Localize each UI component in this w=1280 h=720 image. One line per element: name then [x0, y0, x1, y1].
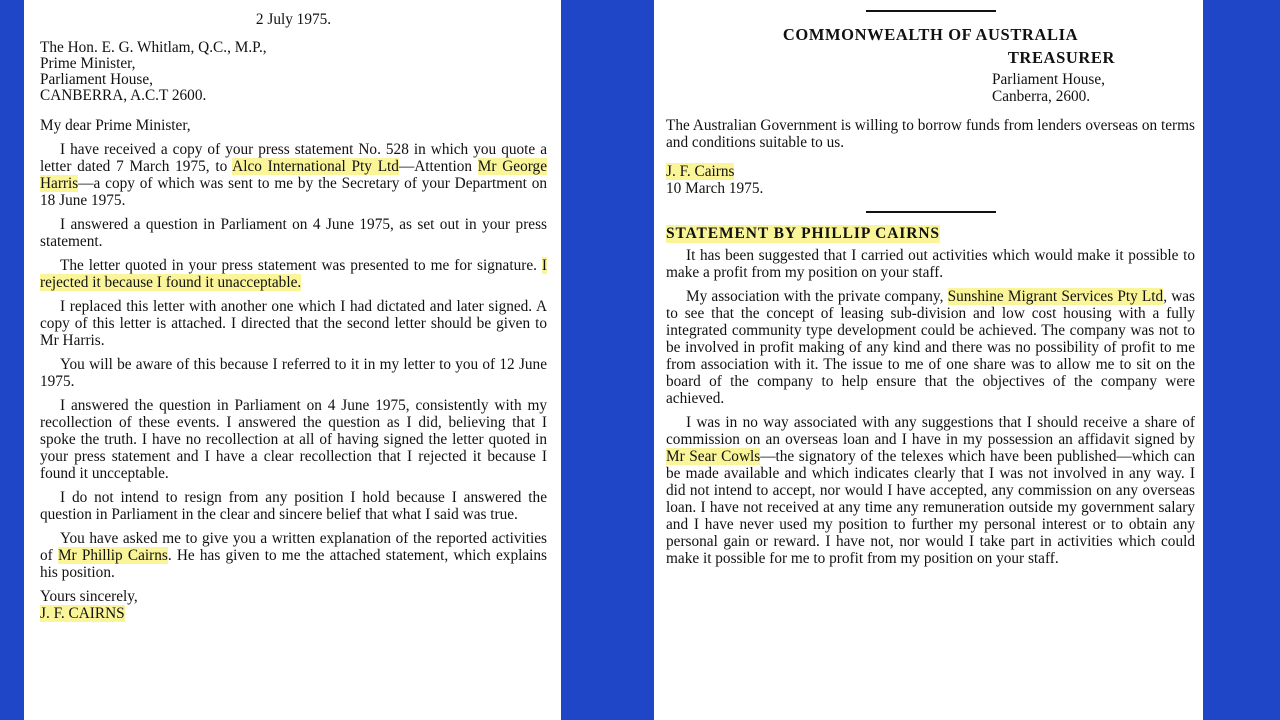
paragraph-7: I do not intend to resign from any position I hold because I answered the question in Parliament in the clear and sincere belief that what I said was true.	[40, 489, 547, 523]
document-date: 10 March 1975.	[666, 180, 764, 197]
highlight-sear-cowls: Mr Sear Cowls	[666, 448, 761, 465]
statement-paragraph-3	[666, 414, 1195, 567]
highlight-sunshine: Sunshine Migrant Services Pty Ltd	[947, 288, 1164, 305]
paragraph-4: I replaced this letter with another one which I had dictated and later signed. A copy of this letter is attached. I directed that the second letter should be given to Mr Harris.	[40, 298, 547, 349]
text-run: —the signatory of the telexes which have been published—which can be made available and which indicates clearly that I was not involved in any way. I did not intend to accept, nor would I have accepted, any commission on any overseas loan. I have not received at any time any remuneration outside my government salary and I have never used my position to further my personal interest or to obtain any personal gain or reward. I have not, nor would I take part in activities which could make it possible for me to profit from my position on your staff.	[666, 448, 1195, 567]
salutation: My dear Prime Minister,	[40, 117, 191, 134]
paragraph-5: You will be aware of this because I referred to it in my letter to you of 12 June 1975.	[40, 356, 547, 390]
letter-date: 2 July 1975.	[255, 11, 332, 28]
recipient-line: Parliament House,	[40, 71, 154, 88]
recipient-address	[40, 40, 547, 104]
paragraph-6: I answered the question in Parliament on 4 June 1975, consistently with my recollection of these events. I answered the question as I did, believing that I spoke the truth. I have no recollection at all of having signed the letter quoted in your press statement and I have a clear recollection that I rejected it because I found it uncceptable.	[40, 397, 547, 482]
highlight-phillip-cairns: Mr Phillip Cairns	[57, 547, 168, 564]
recipient-line: CANBERRA, A.C.T 2600.	[40, 87, 207, 104]
paragraph-8	[40, 530, 547, 581]
left-letter-page	[24, 0, 561, 720]
text-run: —a copy of which was sent to me by the Secretary of your Department on 18 June 1975.	[40, 175, 547, 209]
text-run: . He has given to me the attached statement, which explains his position.	[40, 547, 547, 581]
right-document-page	[654, 0, 1203, 720]
closing: Yours sincerely,	[40, 588, 138, 605]
highlight-signature: J. F. CAIRNS	[40, 605, 125, 622]
address-line: Canberra, 2600.	[992, 88, 1091, 105]
statement-paragraph-2	[666, 288, 1195, 407]
highlight-rejected: I rejected it because I found it unacceptable.	[40, 257, 547, 291]
paragraph-1	[40, 141, 547, 209]
signature	[666, 163, 1195, 180]
paragraph-3	[40, 257, 547, 291]
recipient-line: The Hon. E. G. Whitlam, Q.C., M.P.,	[40, 39, 267, 56]
top-rule	[866, 10, 996, 12]
text-run: I have received a copy of your press statement No. 528 in which you quote a letter dated 7 March 1975, to	[40, 141, 547, 175]
section-rule	[866, 211, 996, 213]
text-run: You have asked me to give you a written explanation of the reported activities of	[40, 530, 547, 564]
text-run: I was in no way associated with any suggestions that I should receive a share of commission on an overseas loan and I have in my possession an affidavit signed by	[666, 414, 1195, 448]
highlight-harris: Mr George Harris	[40, 158, 547, 192]
text-run: My association with the private company,	[686, 288, 948, 305]
treasurer-heading: TREASURER	[1007, 48, 1115, 67]
commonwealth-heading: COMMONWEALTH OF AUSTRALIA	[782, 25, 1079, 44]
paragraph-2: I answered a question in Parliament on 4 June 1975, as set out in your press statement.	[40, 216, 547, 250]
borrow-statement: The Australian Government is willing to borrow funds from lenders overseas on terms and conditions suitable to us.	[666, 117, 1195, 151]
address-line: Parliament House,	[992, 71, 1106, 88]
statement-title: STATEMENT BY PHILLIP CAIRNS	[666, 225, 940, 242]
highlight-signature: J. F. Cairns	[666, 163, 735, 180]
recipient-line: Prime Minister,	[40, 55, 136, 72]
treasury-address	[992, 71, 1195, 105]
text-run: The letter quoted in your press statement was presented to me for signature.	[60, 257, 542, 274]
highlight-alco: Alco International Pty Ltd	[232, 158, 399, 175]
text-run: —Attention	[398, 158, 478, 175]
statement-paragraph-1: It has been suggested that I carried out activities which would make it possible to make a profit from my position on your staff.	[666, 247, 1195, 281]
text-run: , was to see that the concept of leasing sub-division and low cost housing with a fully integrated community type development could be achieved. The company was not to be involved in profit making of any kind and there was no possibility of profit to me from association with it. The issue to me of one share was to allow me to sit on the board of the company to help ensure that the objectives of the company were achieved.	[666, 288, 1195, 407]
signature	[40, 605, 547, 622]
